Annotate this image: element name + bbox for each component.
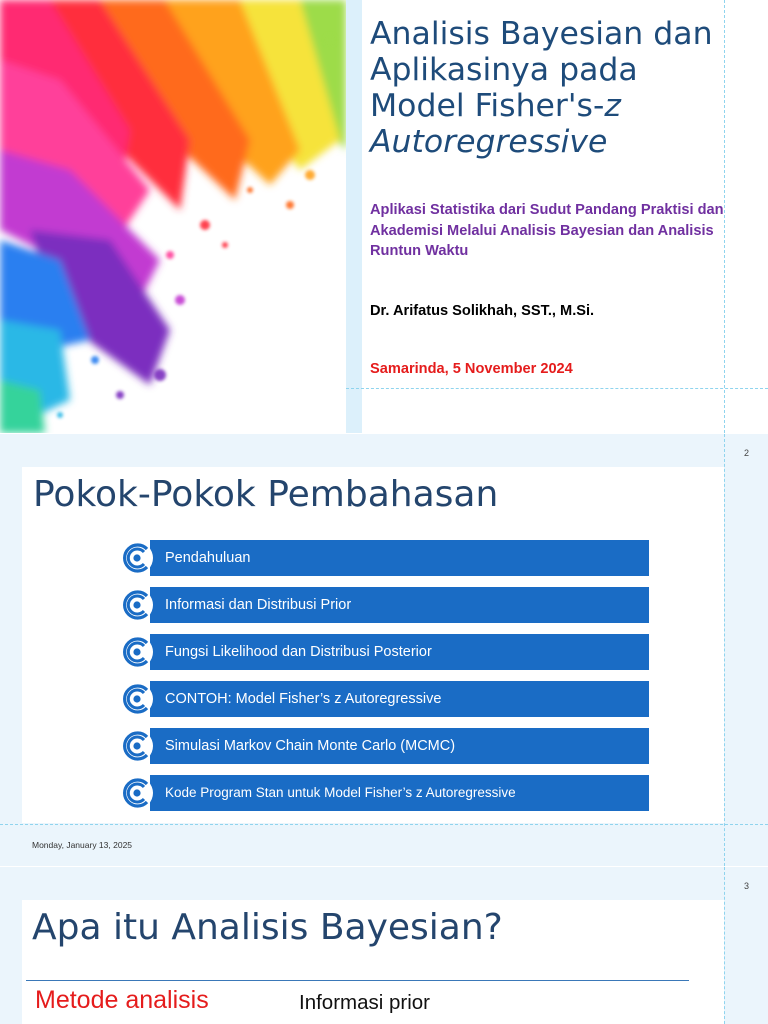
circular-bullet-icon	[120, 776, 154, 810]
guide-line-horizontal	[0, 824, 768, 825]
circular-bullet-icon	[120, 635, 154, 669]
agenda-item-label: Pendahuluan	[165, 550, 251, 566]
circular-bullet-icon	[120, 541, 154, 575]
agenda-item-label: CONTOH: Model Fisher’s z Autoregressive	[165, 691, 442, 707]
presentation-subtitle: Aplikasi Statistika dari Sudut Pandang Praktisi dan Akademisi Melalui Analisis Bayesian dan Analisis Runtun Waktu	[370, 202, 724, 259]
guide-line-horizontal	[346, 388, 768, 389]
title-divider	[26, 980, 689, 981]
agenda-item-label: Fungsi Likelihood dan Distribusi Posterior	[165, 644, 432, 660]
left-column-heading: Metode analisis	[35, 986, 209, 1014]
title-line-2: Aplikasinya pada	[370, 52, 638, 88]
decorative-strip	[346, 0, 362, 433]
guide-line-vertical	[724, 0, 725, 433]
right-column-text: Informasi prior	[299, 991, 431, 1014]
rainbow-paint-artwork	[0, 0, 346, 433]
guide-line-vertical	[724, 867, 725, 1024]
agenda-item-prior	[120, 587, 650, 623]
author-name: Dr. Arifatus Solikhah, SST., M.Si.	[370, 303, 595, 319]
agenda-item-label: Kode Program Stan untuk Model Fisher’s z Autoregressive	[165, 785, 516, 800]
slide-date: Monday, January 13, 2025	[32, 840, 133, 850]
agenda-item-likelihood	[120, 634, 650, 670]
agenda-item-label: Simulasi Markov Chain Monte Carlo (MCMC)	[165, 738, 456, 754]
bayesian-intro-slide	[0, 867, 768, 1024]
agenda-item-contoh	[120, 681, 650, 717]
circular-bullet-icon	[120, 729, 154, 763]
page-number: 2	[744, 448, 750, 458]
circular-bullet-icon	[120, 588, 154, 622]
title-line-1: Analisis Bayesian dan	[370, 16, 713, 52]
agenda-item-mcmc	[120, 728, 650, 764]
title-line-3-italic: z	[604, 88, 621, 124]
slide-title: Apa itu Analisis Bayesian?	[32, 907, 503, 948]
agenda-item-stan	[120, 775, 650, 811]
agenda-item-pendahuluan	[120, 540, 650, 576]
paint-splash-image	[0, 0, 346, 433]
title-slide	[0, 0, 768, 433]
slide-title: Pokok-Pokok Pembahasan	[33, 474, 499, 515]
title-line-4: Autoregressive	[370, 124, 608, 160]
title-line-3: Model Fisher's-	[370, 88, 605, 124]
agenda-item-label: Informasi dan Distribusi Prior	[165, 597, 352, 613]
place-and-date: Samarinda, 5 November 2024	[370, 361, 573, 377]
circular-bullet-icon	[120, 682, 154, 716]
agenda-slide	[0, 434, 768, 866]
page-number: 3	[744, 881, 750, 891]
guide-line-vertical	[724, 434, 725, 866]
presentation-title	[370, 16, 760, 160]
